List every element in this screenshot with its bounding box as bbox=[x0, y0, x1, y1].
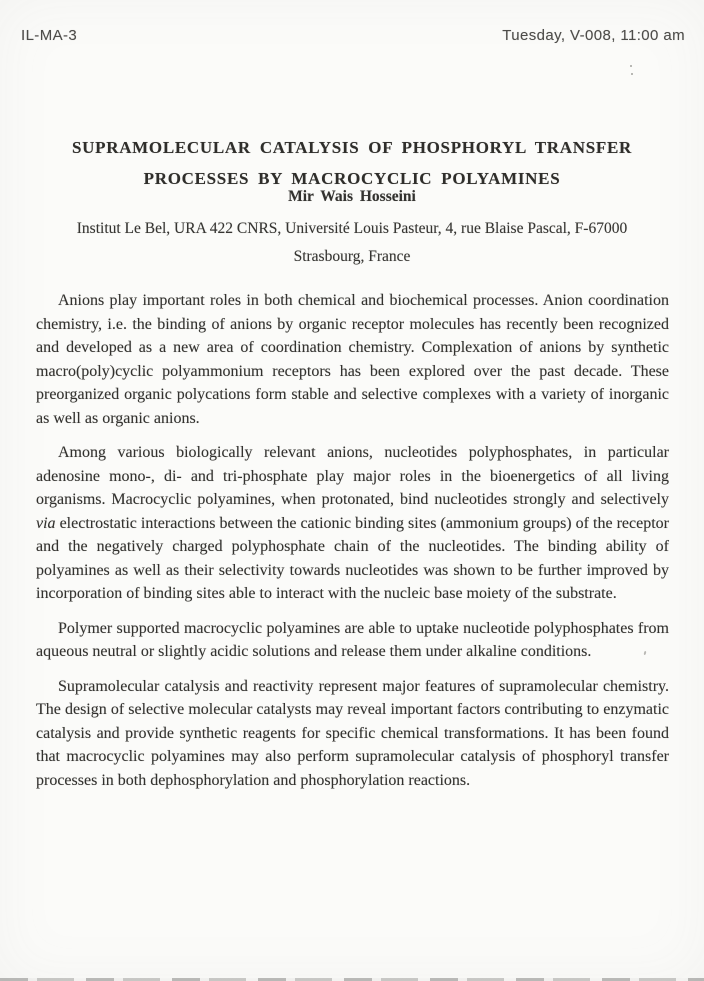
paragraph-run: electrostatic interactions between the cationic binding sites (ammonium groups) of the receptor and the negatively charged polyphosphate chain of the nucleotides. The binding ability of polyamines as well as their selectivity towards nucleotides was shown to be further improved by incorporation of binding sites able to interact with the nucleic base moiety of the substrate. bbox=[36, 514, 669, 602]
affiliation bbox=[0, 215, 704, 271]
paragraph bbox=[36, 617, 669, 664]
paper-title-line-1: SUPRAMOLECULAR CATALYSIS OF PHOSPHORYL TRANSFER bbox=[72, 138, 632, 157]
paragraph bbox=[36, 441, 669, 606]
abstract-body bbox=[36, 289, 669, 803]
paragraph-run-italic: via bbox=[36, 514, 56, 532]
paragraph-run: Among various biologically relevant anions, nucleotides polyphosphates, in particular adenosine mono-, di- and tri-phosphate play major roles in the bioenergetics of all living organisms. Macrocyclic polyamines, when protonated, bind nucleotides strongly and selectively bbox=[36, 444, 669, 508]
paragraph bbox=[36, 289, 669, 430]
affiliation-line-1: Institut Le Bel, URA 422 CNRS, Université Louis Pasteur, 4, rue Blaise Pascal, F-67000 bbox=[76, 220, 628, 237]
paragraph-run: Polymer supported macrocyclic polyamines are able to uptake nucleotide polyphosphates from aqueous neutral or slightly acidic solutions and release them under alkaline conditions. bbox=[36, 619, 669, 660]
paper-title bbox=[0, 132, 704, 194]
session-code: IL-MA-3 bbox=[21, 27, 78, 44]
paragraph bbox=[36, 675, 669, 793]
affiliation-line-2: Strasbourg, France bbox=[293, 248, 411, 265]
scan-artifact bbox=[630, 65, 632, 67]
author-name: Mir Wais Hosseini bbox=[288, 188, 416, 205]
page-header bbox=[21, 27, 685, 44]
paragraph-run: Anions play important roles in both chemical and biochemical processes. Anion coordination chemistry, i.e. the binding of anions by organic receptor molecules has recently been recognized and developed as a new area of coordination chemistry. Complexation of anions by synthetic macro(poly)cyclic polyammonium receptors has been explored over the past decade. These preorganized organic polycations form stable and selective complexes with a variety of inorganic as well as organic anions. bbox=[36, 292, 669, 427]
session-datetime: Tuesday, V-008, 11:00 am bbox=[502, 27, 685, 44]
paragraph-run: Supramolecular catalysis and reactivity represent major features of supramolecular chemistry. The design of selective molecular catalysts may reveal important factors contributing to enzymatic catalysis and provide synthetic reagents for specific chemical transformations. It has been found that macrocyclic polyamines may also perform supramolecular catalysis of phosphoryl transfer processes in both dephosphorylation and phosphorylation reactions. bbox=[36, 677, 669, 789]
paper-title-line-2: PROCESSES BY MACROCYCLIC POLYAMINES bbox=[143, 169, 561, 188]
